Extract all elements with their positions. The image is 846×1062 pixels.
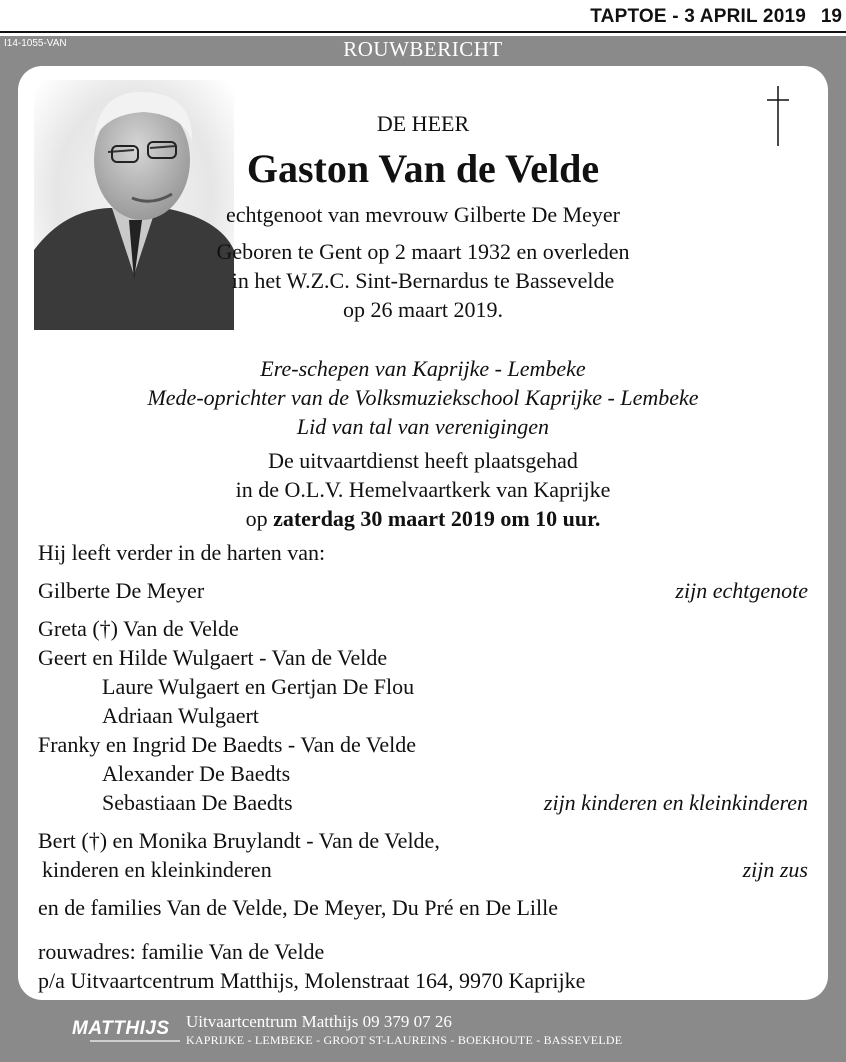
birth-death-line: op 26 maart 2019.: [342, 297, 504, 322]
list-item: [38, 895, 808, 924]
list-item: [38, 828, 808, 857]
obituary-frame: [0, 36, 846, 1062]
family-member: Geert en Hilde Wulgaert - Van de Velde: [38, 645, 388, 670]
family-member: Bert (†) en Monika Bruylandt - Van de Velde,: [38, 828, 440, 853]
funeral-home-contact: Uitvaartcentrum Matthijs 09 379 07 26: [186, 1012, 452, 1031]
family-member: Franky en Ingrid De Baedts - Van de Velde: [38, 732, 416, 757]
family-intro: Hij leeft verder in de harten van:: [38, 540, 326, 565]
service-date: zaterdag 30 maart 2019 om 10 uur.: [273, 506, 601, 531]
family-member: Sebastiaan De Baedts: [102, 790, 293, 815]
family-intro-row: [38, 540, 808, 569]
list-item: [38, 703, 808, 732]
mourning-address: p/a Uitvaartcentrum Matthijs, Molenstraat 164, 9970 Kaprijke: [38, 968, 586, 993]
family-member: Alexander De Baedts: [102, 761, 291, 786]
birth-death-line: in het W.Z.C. Sint-Bernardus te Bassevelde: [231, 268, 615, 293]
relation-label: zijn kinderen en kleinkinderen: [543, 790, 808, 815]
funeral-home-locations: KAPRIJKE - LEMBEKE - GROOT ST-LAUREINS - BOEKHOUTE - BASSEVELDE: [186, 1033, 623, 1047]
honor-line: Lid van tal van verenigingen: [296, 414, 550, 439]
mourning-address: rouwadres: familie Van de Velde: [38, 939, 325, 964]
spouse-line: echtgenoot van mevrouw Gilberte De Meyer: [225, 202, 621, 227]
masthead: [0, 0, 846, 34]
notice-banner: ROUWBERICHT: [343, 37, 503, 61]
birth-death-details: [18, 237, 828, 324]
list-item: [38, 857, 808, 886]
family-member: Gilberte De Meyer: [38, 578, 205, 603]
relation-label: zijn echtgenote: [675, 578, 808, 603]
list-item: [38, 790, 808, 819]
list-item: [38, 732, 808, 761]
service-date-line: [18, 504, 828, 533]
family-member: Adriaan Wulgaert: [102, 703, 259, 728]
family-member: kinderen en kleinkinderen: [42, 857, 272, 882]
family-member: en de families Van de Velde, De Meyer, Du Pré en De Lille: [38, 895, 559, 920]
list-item: [38, 761, 808, 790]
address-line: [38, 939, 808, 968]
salutation: DE HEER: [376, 111, 470, 136]
family-member: Greta (†) Van de Velde: [38, 616, 239, 641]
logo-underline: [90, 1040, 180, 1042]
service-line: De uitvaartdienst heeft plaatsgehad: [268, 448, 578, 473]
masthead-rule: [0, 31, 846, 33]
list-item: [38, 578, 808, 607]
birth-death-line: Geboren te Gent op 2 maart 1932 en overleden: [216, 239, 630, 264]
obituary-card: [18, 66, 828, 1000]
funeral-home-footer: [0, 1002, 846, 1062]
page-number: 19: [820, 6, 842, 27]
honor-line: Mede-oprichter van de Volksmuziekschool Kaprijke - Lembeke: [147, 385, 699, 410]
relation-label: zijn zus: [742, 857, 808, 882]
honors: [18, 354, 828, 441]
service-date-prefix: op: [245, 506, 274, 531]
list-item: [38, 645, 808, 674]
funeral-service: [18, 446, 828, 533]
deceased-name: Gaston Van de Velde: [246, 146, 600, 191]
address-line: [38, 968, 808, 997]
family-member: Laure Wulgaert en Gertjan De Flou: [102, 674, 415, 699]
ad-code: I14-1055-VAN: [4, 38, 67, 49]
list-item: [38, 674, 808, 703]
publication-title: TAPTOE - 3 APRIL 2019: [590, 6, 806, 27]
funeral-home-logo: MATTHIJS: [72, 1018, 170, 1039]
honor-line: Ere-schepen van Kaprijke - Lembeke: [260, 356, 586, 381]
service-line: in de O.L.V. Hemelvaartkerk van Kaprijke: [235, 477, 611, 502]
list-item: [38, 616, 808, 645]
